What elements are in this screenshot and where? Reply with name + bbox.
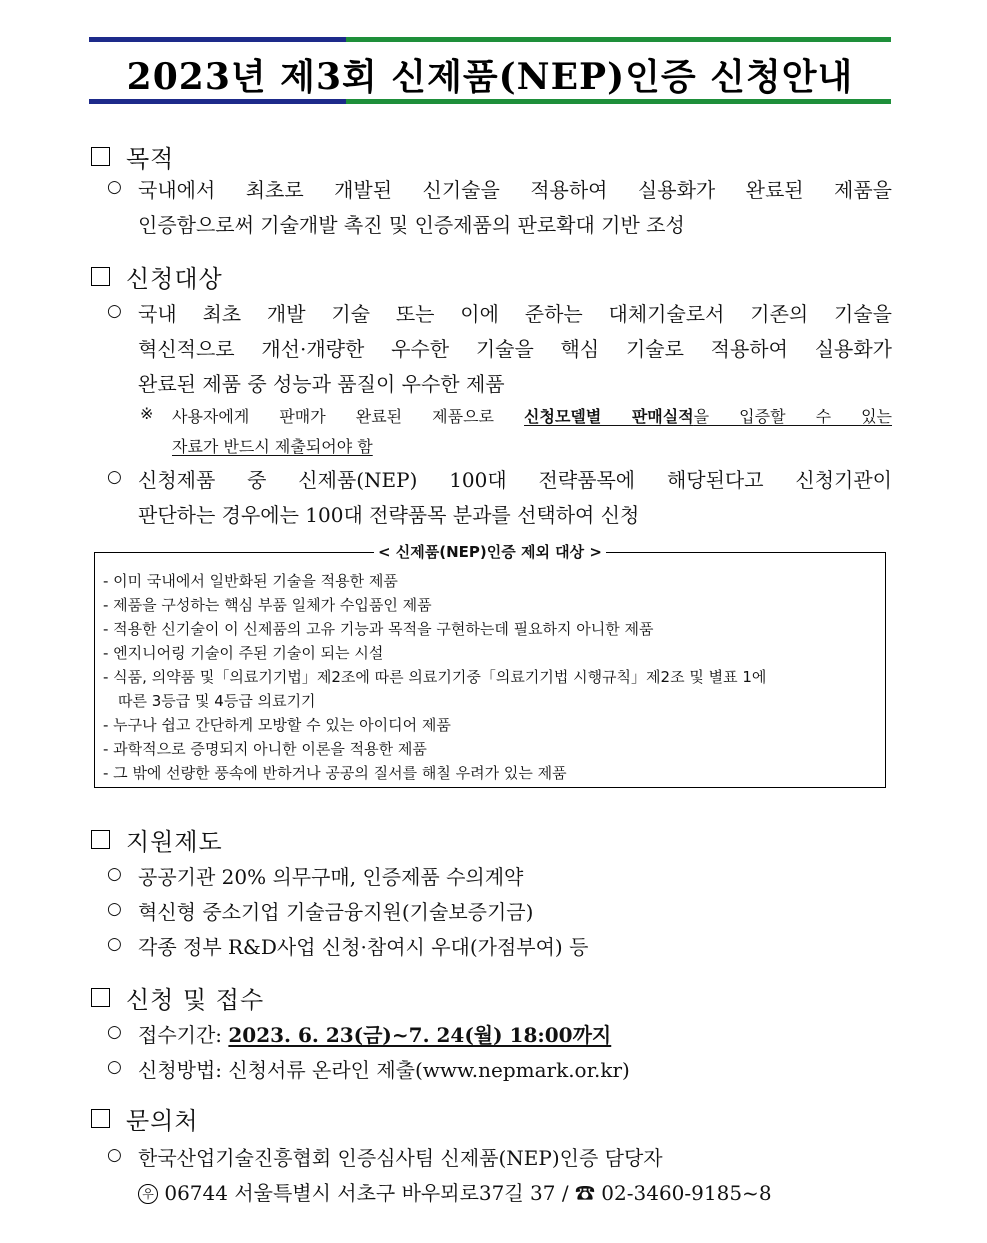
bullet-circle-icon: ○: [107, 301, 122, 321]
exclusion-heading-wrap: [95, 541, 885, 562]
phone-icon: ☎: [574, 1181, 595, 1205]
bullet-circle-icon: ○: [107, 934, 122, 954]
section-support-header: [91, 822, 223, 857]
eligibility-item2-line-1: 신청제품 중 신제품(NEP) 100대 전략품목에 해당된다고 신청기관이: [138, 468, 892, 492]
exclusion-heading: < 신제품(NEP)인증 제외 대상 >: [374, 543, 606, 561]
bullet-circle-icon: ○: [107, 1057, 122, 1077]
list-item-continuation: 따른 3등급 및 4등급 의료기기: [118, 692, 316, 710]
section-title: 목적: [126, 145, 175, 173]
period-value: 2023. 6. 23(금)~7. 24(월) 18:00까지: [228, 1023, 612, 1047]
note-mark-icon: ※: [140, 404, 154, 423]
bullet-circle-icon: ○: [107, 467, 122, 487]
eligibility-item1-line-2: 혁신적으로 개선·개량한 우수한 기술을 핵심 기술로 적용하여 실용화가: [138, 337, 892, 361]
section-eligibility-header: [91, 259, 223, 294]
section-application-header: [91, 980, 264, 1015]
bullet-circle-icon: ○: [107, 1145, 122, 1165]
contact-address: 06744 서울특별시 서초구 바우뫼로37길 37 /: [164, 1181, 575, 1205]
list-item: - 엔지니어링 기술이 주된 기술이 되는 시설: [103, 644, 384, 662]
contact-phone: 02-3460-9185~8: [601, 1181, 772, 1205]
checkbox-square-icon: [91, 267, 110, 286]
list-item: - 식품, 의약품 및「의료기기법」제2조에 따른 의료기기중「의료기기법 시행규칙」제2조 및 별표 1에: [103, 668, 767, 686]
list-item: - 그 밖에 선량한 풍속에 반하거나 공공의 질서를 해칠 우려가 있는 제품: [103, 764, 567, 782]
note-line-2-text: 자료가 반드시 제출되어야 함: [172, 437, 373, 456]
rule-green-segment: [346, 37, 891, 42]
page-title: 2023년 제3회 신제품(NEP)인증 신청안내: [126, 56, 854, 98]
eligibility-item2-line-2: 판단하는 경우에는 100대 전략품목 분과를 선택하여 신청: [138, 503, 640, 527]
support-item-3: 각종 정부 R&D사업 신청·참여시 우대(가점부여) 등: [138, 935, 589, 959]
section-title: 신청 및 접수: [126, 986, 265, 1014]
title-top-rule: [89, 37, 891, 42]
note-underlined-emphasis: 신청모델별 판매실적: [524, 407, 694, 426]
checkbox-square-icon: [91, 147, 110, 166]
bullet-circle-icon: ○: [107, 864, 122, 884]
checkbox-square-icon: [91, 1109, 110, 1128]
section-title: 지원제도: [126, 828, 223, 856]
purpose-line-1: 국내에서 최초로 개발된 신기술을 적용하여 실용화가 완료된 제품을: [138, 178, 892, 202]
bullet-circle-icon: ○: [107, 1022, 122, 1042]
section-contact-header: [91, 1101, 199, 1136]
rule-blue-segment: [89, 37, 346, 42]
exclusion-list: [103, 569, 883, 785]
note-text-post: 을 입증할 수 있는: [693, 407, 892, 426]
eligibility-note-line-2: [172, 434, 892, 457]
support-item-1: 공공기관 20% 의무구매, 인증제품 수의계약: [138, 865, 524, 889]
application-method: 신청방법: 신청서류 온라인 제출(www.nepmark.or.kr): [138, 1058, 630, 1082]
title-banner: [89, 37, 891, 104]
eligibility-item1-line-1: 국내 최초 개발 기술 또는 이에 준하는 대체기술로서 기존의 기술을: [138, 302, 892, 326]
contact-address-line: [138, 1177, 772, 1206]
postal-mark-icon: 우: [138, 1184, 158, 1204]
purpose-line-2: 인증함으로써 기술개발 촉진 및 인증제품의 판로확대 기반 조성: [138, 213, 685, 237]
bullet-circle-icon: ○: [107, 899, 122, 919]
list-item: - 이미 국내에서 일반화된 기술을 적용한 제품: [103, 572, 398, 590]
support-item-2: 혁신형 중소기업 기술금융지원(기술보증기금): [138, 900, 534, 924]
list-item: - 과학적으로 증명되지 아니한 이론을 적용한 제품: [103, 740, 427, 758]
period-label: 접수기간:: [138, 1023, 229, 1047]
checkbox-square-icon: [91, 988, 110, 1007]
list-item: - 제품을 구성하는 핵심 부품 일체가 수입품인 제품: [103, 596, 432, 614]
section-title: 신청대상: [126, 265, 223, 293]
application-period: [138, 1019, 892, 1048]
eligibility-item1-line-3: 완료된 제품 중 성능과 품질이 우수한 제품: [138, 372, 505, 396]
note-text-pre: 사용자에게 판매가 완료된 제품으로: [172, 407, 525, 426]
list-item: - 적용한 신기술이 이 신제품의 고유 기능과 목적을 구현하는데 필요하지 아니한 제품: [103, 620, 654, 638]
title-bottom-rule: [89, 99, 891, 104]
rule-blue-segment: [89, 99, 346, 104]
section-title: 문의처: [126, 1107, 199, 1135]
exclusion-box: [94, 543, 886, 788]
rule-green-segment: [346, 99, 891, 104]
checkbox-square-icon: [91, 830, 110, 849]
eligibility-note-line-1: [172, 404, 892, 427]
bullet-circle-icon: ○: [107, 177, 122, 197]
contact-org: 한국산업기술진흥협회 인증심사팀 신제품(NEP)인증 담당자: [138, 1146, 663, 1170]
section-purpose-header: [91, 139, 174, 174]
list-item: - 누구나 쉽고 간단하게 모방할 수 있는 아이디어 제품: [103, 716, 451, 734]
